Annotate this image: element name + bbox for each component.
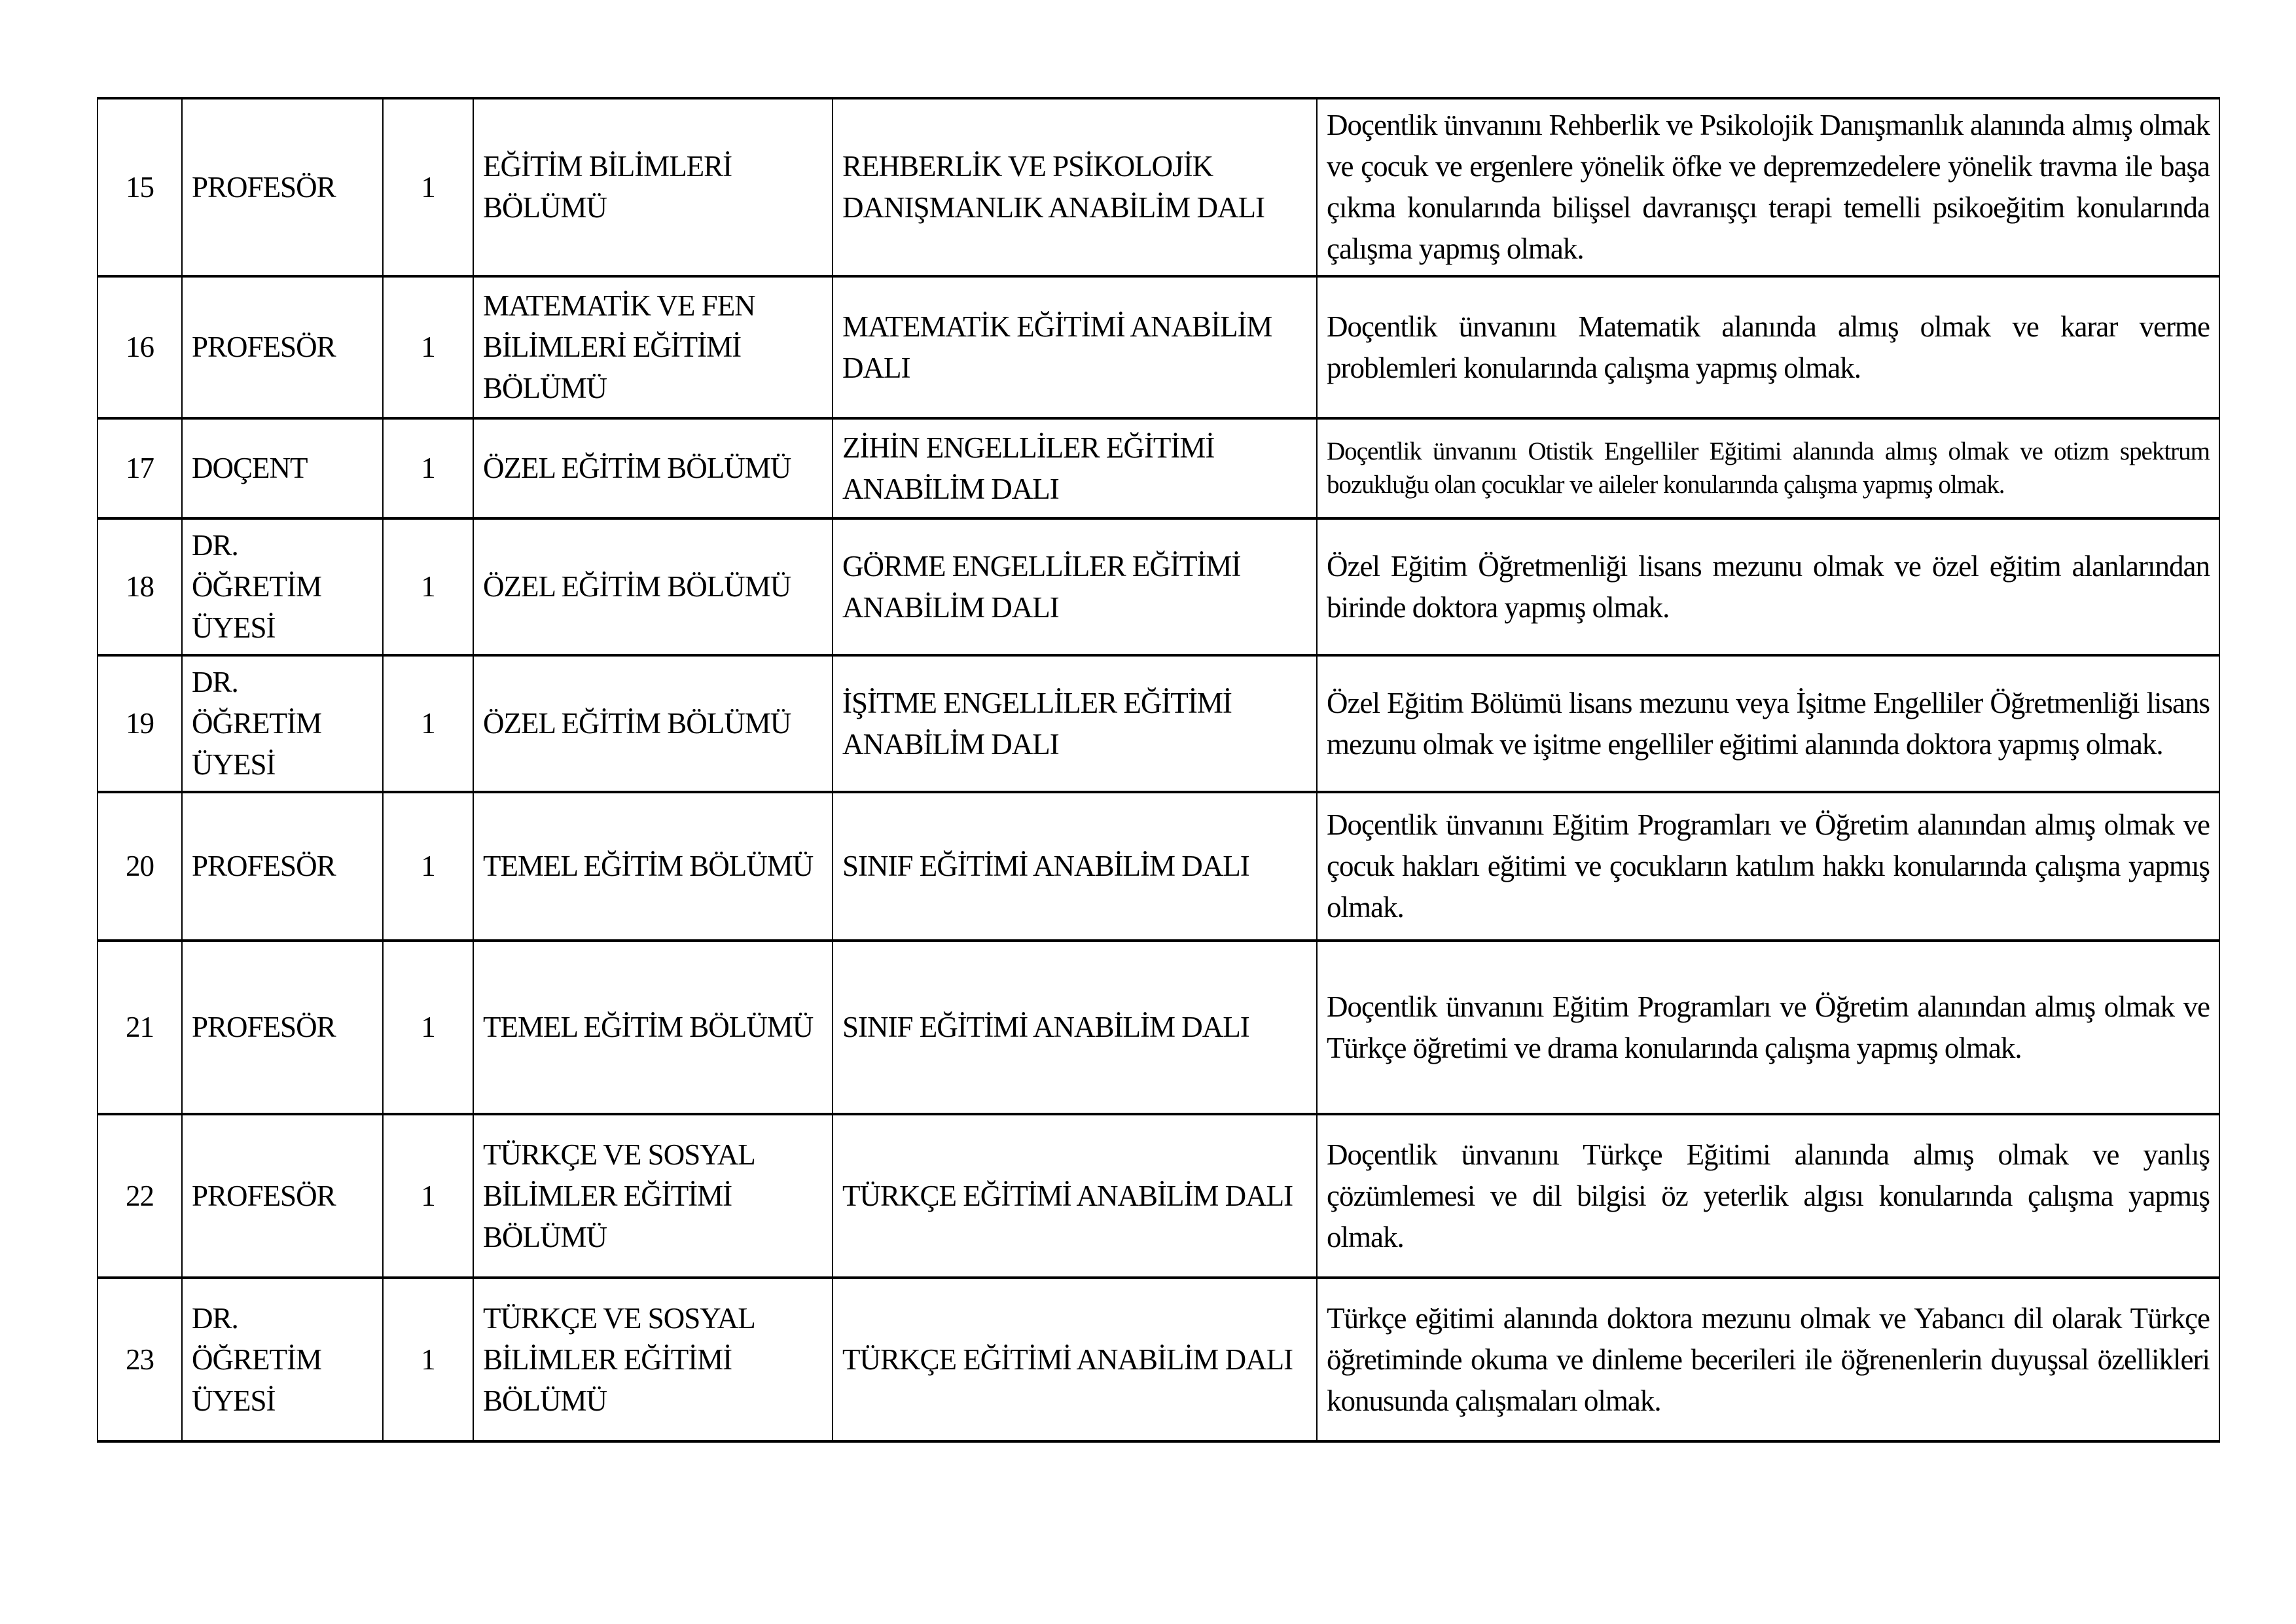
title-cell: PROFESÖR [182,792,383,941]
count-cell: 1 [383,98,473,276]
count-cell: 1 [383,1278,473,1441]
row-number: 18 [98,518,182,655]
row-number: 21 [98,941,182,1114]
table-row [98,941,2219,1114]
count-cell: 1 [383,518,473,655]
division-cell: REHBERLİK VE PSİKOLOJİK DANIŞMANLIK ANABİLİM DALI [833,98,1317,276]
requirement-cell: Doçentlik ünvanını Rehberlik ve Psikolojik Danışmanlık alanında almış olmak ve çocuk ve ergenlere yönelik öfke ve depremzedelere yönelik travma ile başa çıkma konularında bilişsel davranışçı terapi temelli psikoeğitim konularında çalışma yapmış olmak. [1317,98,2219,276]
row-number: 19 [98,655,182,792]
row-number: 23 [98,1278,182,1441]
division-cell: İŞİTME ENGELLİLER EĞİTİMİ ANABİLİM DALI [833,655,1317,792]
division-cell: TÜRKÇE EĞİTİMİ ANABİLİM DALI [833,1278,1317,1441]
count-cell: 1 [383,276,473,418]
title-cell: PROFESÖR [182,1114,383,1278]
requirement-cell: Özel Eğitim Öğretmenliği lisans mezunu olmak ve özel eğitim alanlarından birinde doktora yapmış olmak. [1317,518,2219,655]
department-cell: ÖZEL EĞİTİM BÖLÜMÜ [473,655,833,792]
requirement-cell: Türkçe eğitimi alanında doktora mezunu olmak ve Yabancı dil olarak Türkçe öğretiminde okuma ve dinleme becerileri ile öğrenenlerin duyuşsal özellikleri konusunda çalışmaları olmak. [1317,1278,2219,1441]
requirement-cell: Doçentlik ünvanını Türkçe Eğitimi alanında almış olmak ve yanlış çözümlemesi ve dil bilgisi öz yeterlik algısı konularında çalışma yapmış olmak. [1317,1114,2219,1278]
division-cell: SINIF EĞİTİMİ ANABİLİM DALI [833,941,1317,1114]
title-cell: PROFESÖR [182,98,383,276]
department-cell: TEMEL EĞİTİM BÖLÜMÜ [473,941,833,1114]
title-cell: DR. ÖĞRETİM ÜYESİ [182,518,383,655]
department-cell: ÖZEL EĞİTİM BÖLÜMÜ [473,418,833,518]
division-cell: TÜRKÇE EĞİTİMİ ANABİLİM DALI [833,1114,1317,1278]
department-cell: ÖZEL EĞİTİM BÖLÜMÜ [473,518,833,655]
title-cell: DR. ÖĞRETİM ÜYESİ [182,655,383,792]
title-cell: PROFESÖR [182,941,383,1114]
table-row [98,518,2219,655]
table-row [98,1278,2219,1441]
requirement-cell: Doçentlik ünvanını Eğitim Programları ve Öğretim alanından almış olmak ve Türkçe öğretimi ve drama konularında çalışma yapmış olmak. [1317,941,2219,1114]
department-cell: EĞİTİM BİLİMLERİ BÖLÜMÜ [473,98,833,276]
row-number: 22 [98,1114,182,1278]
requirement-cell: Doçentlik ünvanını Eğitim Programları ve Öğretim alanından almış olmak ve çocuk hakları eğitimi ve çocukların katılım hakkı konularında çalışma yapmış olmak. [1317,792,2219,941]
row-number: 17 [98,418,182,518]
division-cell: SINIF EĞİTİMİ ANABİLİM DALI [833,792,1317,941]
department-cell: TÜRKÇE VE SOSYAL BİLİMLER EĞİTİMİ BÖLÜMÜ [473,1278,833,1441]
department-cell: MATEMATİK VE FEN BİLİMLERİ EĞİTİMİ BÖLÜMÜ [473,276,833,418]
department-cell: TEMEL EĞİTİM BÖLÜMÜ [473,792,833,941]
division-cell: ZİHİN ENGELLİLER EĞİTİMİ ANABİLİM DALI [833,418,1317,518]
count-cell: 1 [383,1114,473,1278]
table-row [98,1114,2219,1278]
table-row [98,792,2219,941]
count-cell: 1 [383,941,473,1114]
row-number: 15 [98,98,182,276]
division-cell: GÖRME ENGELLİLER EĞİTİMİ ANABİLİM DALI [833,518,1317,655]
table-row [98,276,2219,418]
department-cell: TÜRKÇE VE SOSYAL BİLİMLER EĞİTİMİ BÖLÜMÜ [473,1114,833,1278]
title-cell: DR. ÖĞRETİM ÜYESİ [182,1278,383,1441]
division-cell: MATEMATİK EĞİTİMİ ANABİLİM DALI [833,276,1317,418]
requirement-cell: Özel Eğitim Bölümü lisans mezunu veya İşitme Engelliler Öğretmenliği lisans mezunu olmak ve işitme engelliler eğitimi alanında doktora yapmış olmak. [1317,655,2219,792]
table-row [98,418,2219,518]
table-row [98,655,2219,792]
row-number: 20 [98,792,182,941]
row-number: 16 [98,276,182,418]
table-row [98,98,2219,276]
count-cell: 1 [383,792,473,941]
title-cell: DOÇENT [182,418,383,518]
positions-table [97,97,2220,1443]
requirement-cell: Doçentlik ünvanını Otistik Engelliler Eğitimi alanında almış olmak ve otizm spektrum bozukluğu olan çocuklar ve aileler konularında çalışma yapmış olmak. [1317,418,2219,518]
title-cell: PROFESÖR [182,276,383,418]
count-cell: 1 [383,418,473,518]
requirement-cell: Doçentlik ünvanını Matematik alanında almış olmak ve karar verme problemleri konularında çalışma yapmış olmak. [1317,276,2219,418]
count-cell: 1 [383,655,473,792]
